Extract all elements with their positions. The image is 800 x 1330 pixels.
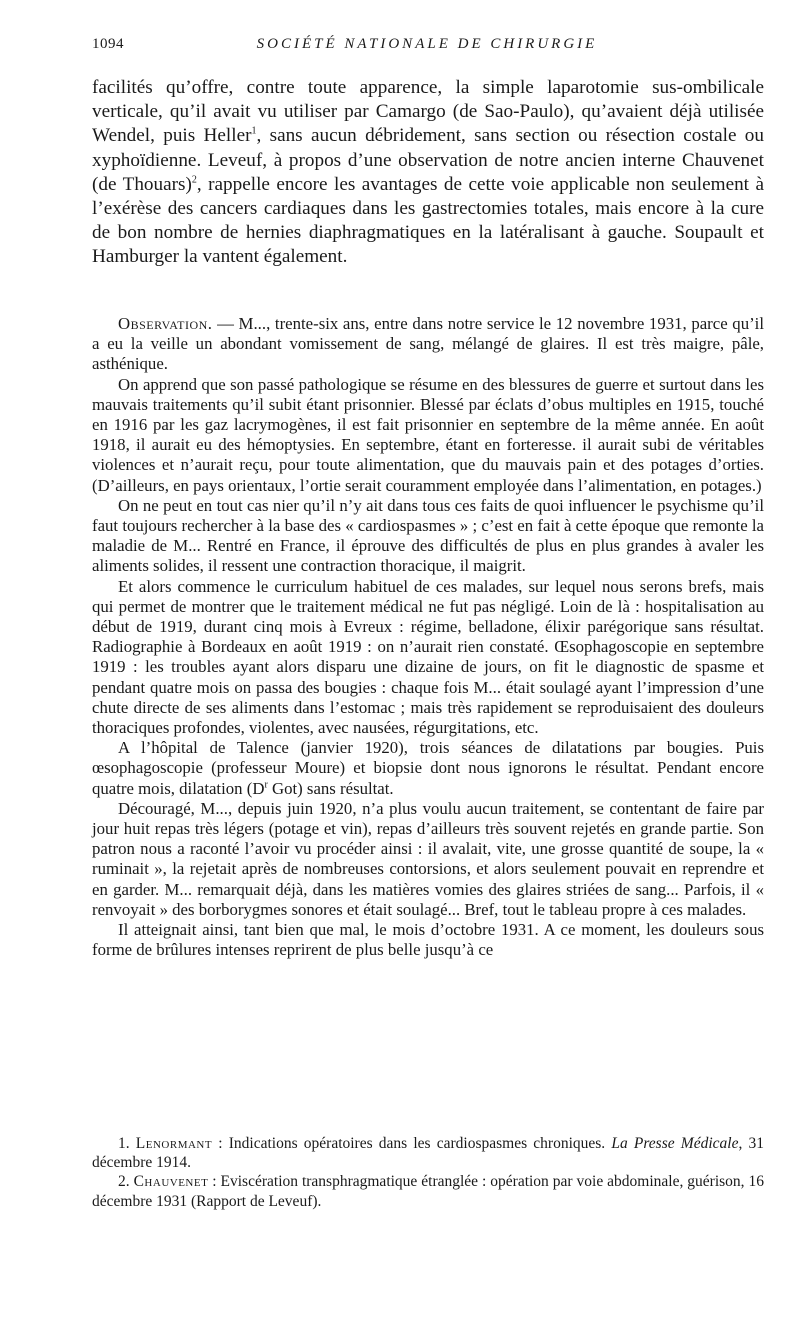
observation-p5-part1: A l’hôpital de Talence (janvier 1920), trois séances de dilatations par bougies. Puis œsophagoscopie (professeur Moure) et biopsie dont nous ignorons le résultat. Pendant encore quatre mois, dilatation (D — [92, 738, 764, 798]
footnote-ref-1: 1 — [251, 126, 257, 138]
intro-text-part1: facilités qu’offre, contre toute apparence, la simple laparotomie sus-ombilicale verticale, qu’il avait vu utiliser par Camargo (de Sao-Paulo), qu’avaient déjà utilisée Wendel, puis Heller — [92, 77, 764, 147]
footnote-1-text: : Indications opératoires dans les cardiospasmes chroniques. — [212, 1135, 612, 1152]
footnotes — [92, 1134, 764, 1211]
footnote-2 — [92, 1172, 764, 1210]
observation-paragraph-6: Découragé, M..., depuis juin 1920, n’a plus voulu aucun traitement, se contentant de faire par jour huit repas très légers (potage et vin), repas d’ailleurs très souvent rejetés en grande partie. Son patron nous a raconté l’avoir vu procéder ainsi : il avalait, vite, une grosse quantité de soupe, la « ruminait », la rejetait après de nombreuses contorsions, et alors seulement pouvait en reprendre et en garder. M... remarquait déjà, dans les matières vomies des glaires striées de sang... Parfois, il « renvoyait » des borborygmes sonores et était soulagé... Bref, tout le tableau propre à ces malades. — [92, 798, 764, 919]
observation-paragraph-5 — [92, 738, 764, 799]
observation-paragraph-4: Et alors commence le curriculum habituel de ces malades, sur lequel nous serons brefs, mais qui permet de montrer que le traitement médical ne fut pas négligé. Loin de là : hospitalisation au début de 1919, durant cinq mois à Evreux : régime, belladone, élixir parégorique sans résultat. Radiographie à Bordeaux en août 1919 : on n’aurait rien constaté. Œsophagoscopie en septembre 1919 : les troubles ayant alors disparu une dizaine de jours, on fit le diagnostic de spasme et pendant quatre mois on passa des bougies : chaque fois M... était soulagé ayant l’impression d’une chute directe de ses aliments dans l’estomac ; mais très rapidement se reproduisaient des douleurs thoraciques profondes, violentes, avec nausées, régurgitations, etc. — [92, 576, 764, 738]
observation-label: Observation. — [118, 314, 213, 333]
observation-paragraph-1 — [92, 314, 764, 375]
intro-text-part2: , sans aucun débridement, sans section ou résection costale ou xyphoïdienne. Leveuf, à propos d’une observation de notre ancien interne Chauvenet (de Thouars) — [92, 125, 764, 195]
doctor-abbrev-sup: r — [264, 779, 268, 791]
footnote-1 — [92, 1134, 764, 1172]
footnote-ref-2: 2 — [191, 174, 197, 186]
intro-text — [92, 76, 764, 270]
footnote-1-source: La Presse Médicale — [611, 1135, 739, 1152]
intro-text-part3: , rappelle encore les avantages de cette voie applicable non seulement à l’exérèse des cancers cardiaques dans les gastrectomies totales, mais encore à la cure de bon nombre de hernies diaphragmatiques en la latéralisant à gauche. Soupault et Hamburger la vantent également. — [92, 173, 764, 268]
footnote-2-number: 2. — [118, 1173, 134, 1191]
observation-p1-text: — M..., trente-six ans, entre dans notre service le 12 novembre 1931, parce qu’il a eu la veille un abondant vomissement de sang, mélangé de glaires. Il est très maigre, pâle, asthénique. — [92, 314, 764, 374]
footnote-1-date: , 31 décembre 1914. — [92, 1135, 764, 1172]
page-header — [92, 36, 762, 60]
observation-paragraph-7: Il atteignait ainsi, tant bien que mal, le mois d’octobre 1931. A ce moment, les douleurs sous forme de brûlures intenses reprirent de plus belle jusqu’à ce — [92, 920, 764, 960]
observation-p5-part2: Got) sans résultat. — [267, 778, 394, 798]
running-title: SOCIÉTÉ NATIONALE DE CHIRURGIE — [256, 36, 598, 52]
observation-paragraph-2: On apprend que son passé pathologique se résume en des blessures de guerre et surtout dans les mauvais traitements qu’il subit étant prisonnier. Blessé par éclats d’obus multiples en 1915, touché en 1916 par les gaz lacrymogènes, il est fait prisonnier en septembre de la même année. En août 1918, il aurait eu des hémoptysies. En septembre, étant en forteresse. il aurait subi de véritables violences et n’aurait reçu, pour toute alimentation, que du mauvais pain et des potages d’orties. (D’ailleurs, en pays orientaux, l’ortie serait couramment employée dans l’alimentation, en potages.) — [92, 374, 764, 495]
footnote-1-number: 1. — [118, 1135, 136, 1152]
footnote-1-author: Lenormant — [135, 1135, 213, 1152]
intro-paragraph — [92, 76, 764, 270]
observation-section — [92, 314, 764, 961]
footnote-2-author: Chauvenet — [133, 1173, 209, 1191]
observation-paragraph-3: On ne peut en tout cas nier qu’il n’y ait dans tous ces faits de quoi influencer le psychisme qu’il faut toujours rechercher à la base des « cardiospasmes » ; c’est en fait à cette époque que remonte la maladie de M... Rentré en France, il éprouve des difficultés de plus en plus grandes à avaler les aliments solides, il ressent une contraction thoracique, il maigrit. — [92, 495, 764, 576]
page-number: 1094 — [92, 36, 124, 52]
footnote-2-text: : Eviscération transphragmatique étranglée : opération par voie abdominale, guérison, 16 décembre 1931 (Rapport de Leveuf). — [92, 1173, 764, 1210]
